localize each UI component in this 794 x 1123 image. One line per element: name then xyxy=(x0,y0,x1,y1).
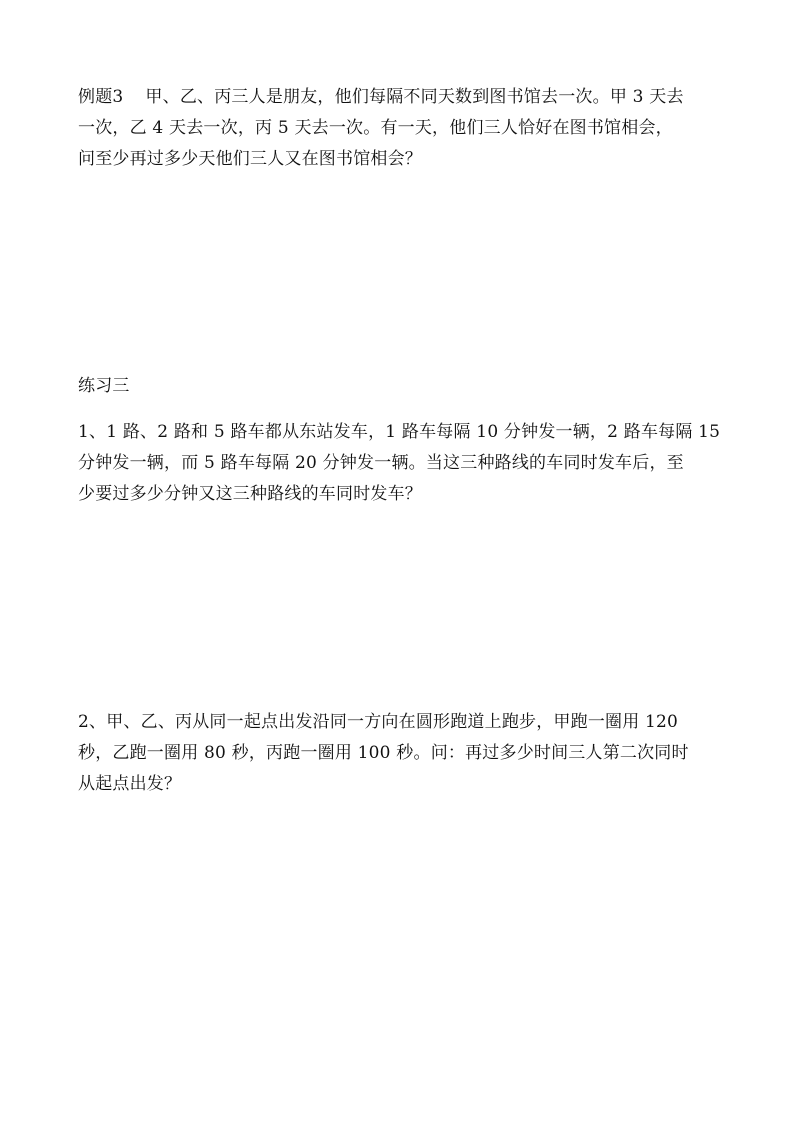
question-2-line-3: 从起点出发？ xyxy=(78,774,182,794)
example-3-label: 例题3 xyxy=(78,87,124,107)
practice-heading: 练习三 xyxy=(78,376,130,396)
question-2-line-1: 2、甲、乙、丙从同一起点出发沿同一方向在圆形跑道上跑步，甲跑一圈用 120 xyxy=(78,712,679,732)
practice-question-2 xyxy=(78,707,728,800)
question-2-line-2: 秒，乙跑一圈用 80 秒，丙跑一圈用 100 秒。问：再过多少时间三人第二次同时 xyxy=(78,743,689,763)
question-1-line-2: 分钟发一辆，而 5 路车每隔 20 分钟发一辆。当这三种路线的车同时发车后，至 xyxy=(78,453,684,473)
question-1-line-3: 少要过多少分钟又这三种路线的车同时发车？ xyxy=(78,484,422,504)
example-3-text-1: 甲、乙、丙三人是朋友，他们每隔不同天数到图书馆去一次。甲 3 天去 xyxy=(145,87,684,107)
example-3 xyxy=(78,82,728,175)
example-3-line-2: 一次，乙 4 天去一次，丙 5 天去一次。有一天，他们三人恰好在图书馆相会， xyxy=(78,118,673,138)
example-3-line-3: 问至少再过多少天他们三人又在图书馆相会？ xyxy=(78,149,422,169)
practice-question-1 xyxy=(78,417,728,510)
question-1-line-1: 1、1 路、2 路和 5 路车都从东站发车，1 路车每隔 10 分钟发一辆，2 路车每隔 15 xyxy=(78,422,721,442)
example-3-line-1 xyxy=(78,82,728,113)
